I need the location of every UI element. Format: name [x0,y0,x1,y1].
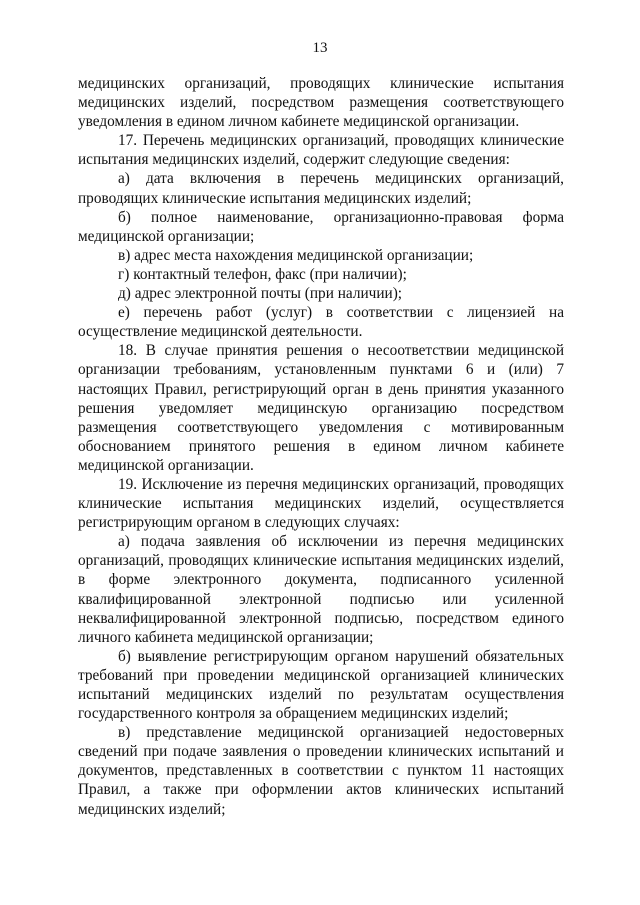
paragraph-p17g: г) контактный телефон, факс (при наличии); [118,265,407,283]
paragraph-p17: 17. Перечень медицинских организаций, проводящих клинические испытания медицинских изделий, содержит следующие сведения: [78,132,564,169]
paragraph-p17v: в) адрес места нахождения медицинской организации; [118,246,474,264]
paragraph-p17e: е) перечень работ (услуг) в соответствии с лицензией на осуществление медицинской деятельности. [78,304,564,341]
paragraph-p19a: а) подача заявления об исключении из перечня медицинских организаций, проводящих клинические испытания медицинских изделий, в форме электронного документа, подписанного усиленной квалифицированной электронной подписью или усиленной неквалифицированной электронной подписью, посредством единого личного кабинета медицинской организации; [78,533,564,646]
paragraph-p17d: д) адрес электронной почты (при наличии); [118,285,403,303]
paragraph-p18: 18. В случае принятия решения о несоответствии медицинской организации требованиям, установленным пунктами 6 и (или) 7 настоящих Правил, регистрирующий орган в день принятия указанного решения уведомляет медицинскую организацию посредством размещения соответствующего уведомления с мотивированным обоснованием принятого решения в едином личном кабинете медицинской организации. [78,342,564,474]
paragraph-p-cont: медицинских организаций, проводящих клинические испытания медицинских изделий, посредством размещения соответствующего уведомления в едином личном кабинете медицинской организации. [78,75,564,131]
paragraph-p17a: а) дата включения в перечень медицинских организаций, проводящих клинические испытания медицинских изделий; [78,170,564,207]
paragraph-p17b: б) полное наименование, организационно-правовая форма медицинской организации; [78,208,564,245]
document-body [78,74,564,819]
paragraph-p19b: б) выявление регистрирующим органом нарушений обязательных требований при проведении медицинской организацией клинических испытаний медицинских изделий по результатам осуществления государственного контроля за обращением медицинских изделий; [78,647,564,723]
paragraph-p19: 19. Исключение из перечня медицинских организаций, проводящих клинические испытания медицинских изделий, осуществляется регистрирующим органом в следующих случаях: [78,475,564,532]
paragraph-p19v: в) представление медицинской организацией недостоверных сведений при подаче заявления о проведении клинических испытаний и документов, представленных в соответствии с пунктом 11 настоящих Правил, а также при оформлении актов клинических испытаний медицинских изделий; [78,724,564,818]
page-number: 13 [312,40,328,56]
